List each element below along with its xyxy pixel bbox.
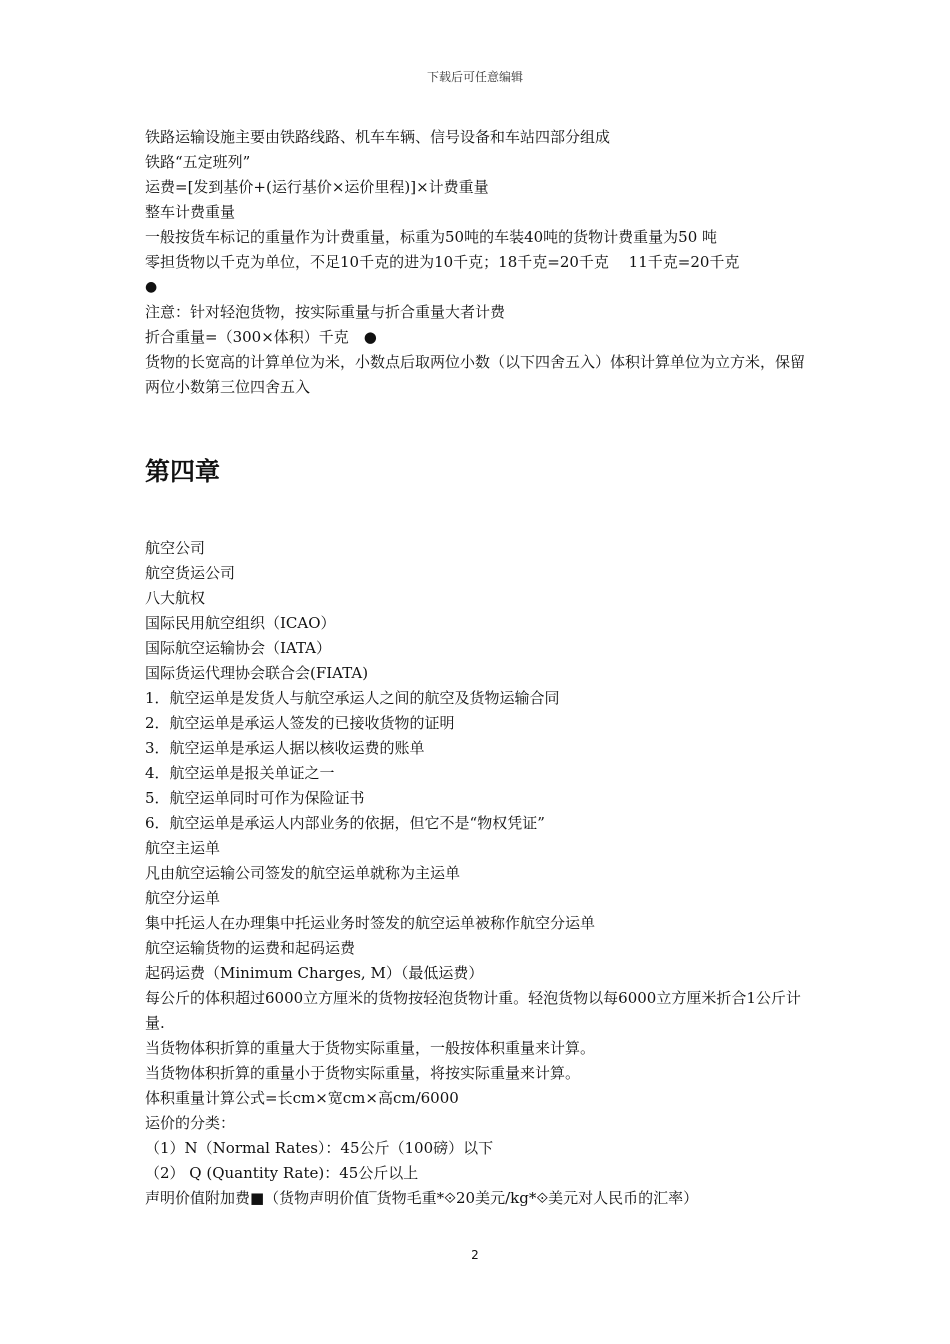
text-line: 当货物体积折算的重量大于货物实际重量，一般按体积重量来计算。 <box>145 1039 596 1057</box>
text-line: 当货物体积折算的重量小于货物实际重量，将按实际重量来计算。 <box>145 1064 581 1082</box>
list-item: 4．航空运单是报关单证之一 <box>145 764 335 782</box>
text-paragraph: 货物的长宽高的计算单位为米，小数点后取两位小数（以下四舍五入）体积计算单位为立方米，保留两位小数第三位四舍五入 <box>145 353 806 396</box>
list-item: 3．航空运单是承运人据以核收运费的账单 <box>145 739 425 757</box>
text-line: 整车计费重量 <box>145 203 236 221</box>
bullet-mark: ● <box>145 279 158 295</box>
text-line: 国际民用航空组织（ICAO） <box>145 614 336 632</box>
text-line: 航空主运单 <box>145 839 221 857</box>
text-line: 铁路运输设施主要由铁路线路、机车车辆、信号设备和车站四部分组成 <box>145 128 611 146</box>
text-line: 运价的分类： <box>145 1114 236 1132</box>
list-item: 1．航空运单是发货人与航空承运人之间的航空及货物运输合同 <box>145 689 560 707</box>
text-line: 八大航权 <box>145 589 206 607</box>
text-line: 航空运输货物的运费和起码运费 <box>145 939 356 957</box>
chapter-heading: 第四章 <box>145 457 221 486</box>
text-line: 凡由航空运输公司签发的航空运单就称为主运单 <box>145 864 461 882</box>
air-transport-section <box>145 536 815 1211</box>
text-line: 起码运费（Minimum Charges, M）（最低运费） <box>145 964 484 982</box>
list-item: 6．航空运单是承运人内部业务的依据，但它不是“物权凭证” <box>145 814 545 832</box>
text-line: 注意：针对轻泡货物，按实际重量与折合重量大者计费 <box>145 303 506 321</box>
text-line: 航空公司 <box>145 539 206 557</box>
text-paragraph: 每公斤的体积超过6000立方厘米的货物按轻泡货物计重。轻泡货物以每6000立方厘米折合1公斤计量. <box>145 989 801 1032</box>
list-item: 5．航空运单同时可作为保险证书 <box>145 789 365 807</box>
list-item: （2） Q (Quantity Rate)：45公斤以上 <box>145 1164 419 1182</box>
text-line: 集中托运人在办理集中托运业务时签发的航空运单被称作航空分运单 <box>145 914 596 932</box>
list-item: （1）N（Normal Rates）：45公斤（100磅）以下 <box>145 1139 494 1157</box>
text-line: 声明价值附加费■（货物声明价值‾货物毛重*⟐20美元/kg*⟐美元对人民币的汇率） <box>145 1189 699 1207</box>
text-line: 一般按货车标记的重量作为计费重量，标重为50吨的车装40吨的货物计费重量为50 吨 <box>145 228 718 246</box>
text-line: 国际货运代理协会联合会(FIATA) <box>145 664 369 682</box>
railway-section <box>145 125 815 400</box>
text-line: 航空货运公司 <box>145 564 236 582</box>
text-line: 航空分运单 <box>145 889 221 907</box>
text-line: 国际航空运输协会（IATA） <box>145 639 331 657</box>
text-line: 运费=[发到基价+(运行基价×运价里程)]×计费重量 <box>145 178 489 196</box>
text-line: 零担货物以千克为单位，不足10千克的进为10千克；18千克=20千克 11千克=20千克 <box>145 253 740 271</box>
page-header: 下载后可任意编辑 <box>426 70 523 84</box>
list-item: 2．航空运单是承运人签发的已接收货物的证明 <box>145 714 455 732</box>
text-line: 铁路“五定班列” <box>145 153 251 171</box>
text-line: 折合重量=（300×体积）千克 ● <box>145 328 377 346</box>
text-line: 体积重量计算公式=长cm×宽cm×高cm/6000 <box>145 1089 459 1107</box>
page-number: 2 <box>471 1248 479 1262</box>
